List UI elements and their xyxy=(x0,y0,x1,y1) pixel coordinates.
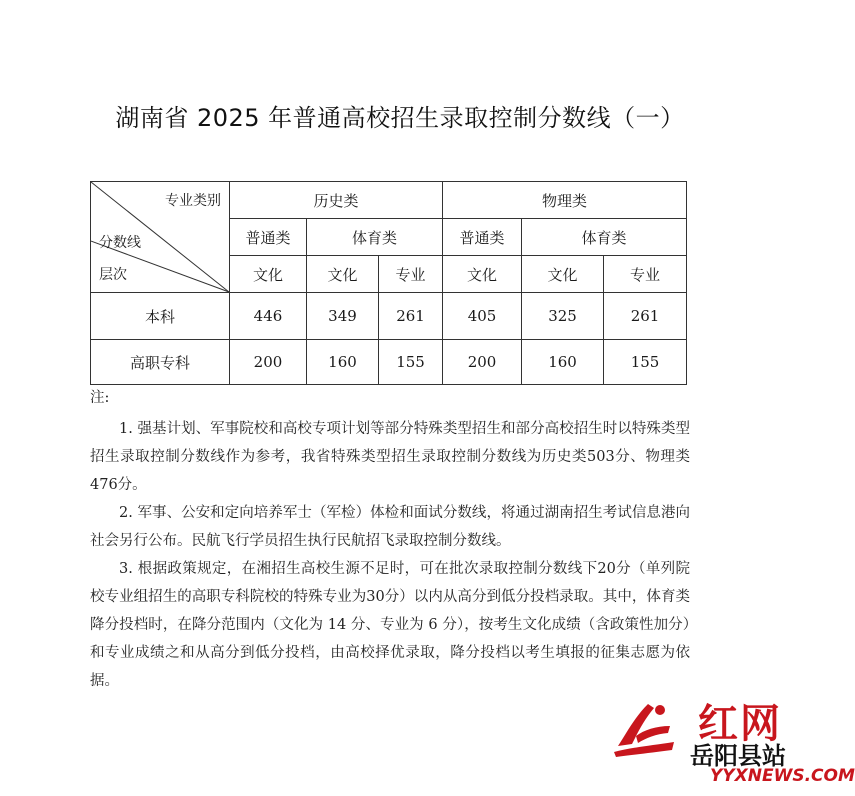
score-table xyxy=(90,181,687,385)
row-level-label: 高职专科 xyxy=(91,340,230,385)
score-cell: 405 xyxy=(443,293,522,340)
subgroup-history-general: 普通类 xyxy=(230,219,307,256)
header-row-groups xyxy=(91,182,687,219)
note-item-2: 2. 军事、公安和定向培养军士（军检）体检和面试分数线，将通过湖南招生考试信息港向社会另行公布。民航飞行学员招生执行民航招飞录取控制分数线。 xyxy=(90,505,690,549)
subgroup-physics-sports: 体育类 xyxy=(522,219,687,256)
score-cell: 200 xyxy=(443,340,522,385)
score-cell: 160 xyxy=(522,340,604,385)
subject-cell: 文化 xyxy=(443,256,522,293)
subject-cell: 专业 xyxy=(379,256,443,293)
watermark-brand-name: 红网 xyxy=(698,701,782,747)
corner-score-label: 分数线 xyxy=(99,235,141,251)
score-cell: 349 xyxy=(307,293,379,340)
subgroup-history-sports: 体育类 xyxy=(307,219,443,256)
subgroup-physics-general: 普通类 xyxy=(443,219,522,256)
score-cell: 200 xyxy=(230,340,307,385)
row-level-label: 本科 xyxy=(91,293,230,340)
table-row-vocational xyxy=(91,340,687,385)
corner-level-label: 层次 xyxy=(99,267,127,283)
watermark-url: YYXNEWS.COM xyxy=(710,766,855,786)
note-item-1: 1. 强基计划、军事院校和高校专项计划等部分特殊类型招生和部分高校招生时以特殊类型招生录取控制分数线作为参考，我省特殊类型招生录取控制分数线为历史类503分、物理类476分。 xyxy=(90,421,690,493)
subject-cell: 专业 xyxy=(604,256,687,293)
score-cell: 160 xyxy=(307,340,379,385)
score-cell: 155 xyxy=(379,340,443,385)
table-row-undergraduate xyxy=(91,293,687,340)
notes-heading: 注: xyxy=(90,390,110,406)
score-cell: 261 xyxy=(379,293,443,340)
site-watermark xyxy=(600,692,855,796)
group-history: 历史类 xyxy=(230,182,443,219)
document-title: 湖南省 2025 年普通高校招生录取控制分数线（一） xyxy=(115,104,685,132)
group-physics: 物理类 xyxy=(443,182,687,219)
subject-cell: 文化 xyxy=(522,256,604,293)
red-brush-logo-icon xyxy=(608,696,678,758)
score-cell: 325 xyxy=(522,293,604,340)
score-cell: 155 xyxy=(604,340,687,385)
corner-cell xyxy=(91,182,230,293)
notes-section xyxy=(90,384,690,695)
score-cell: 446 xyxy=(230,293,307,340)
subject-cell: 文化 xyxy=(307,256,379,293)
subject-cell: 文化 xyxy=(230,256,307,293)
note-item-3: 3. 根据政策规定，在湘招生高校生源不足时，可在批次录取控制分数线下20分（单列院校专业组招生的高职专科院校的特殊专业为30分）以内从高分到低分投档录取。其中，体育类降分投档时，在降分范围内（文化为 14 分、专业为 6 分），按考生文化成绩（含政策性加分）和专业成绩之和从高分到低分投档，由高校择优录取，降分投档以考生填报的征集志愿为依据。 xyxy=(90,561,690,689)
corner-major-label: 专业类别 xyxy=(165,193,221,209)
watermark-station: 岳阳县站 xyxy=(690,742,786,770)
score-cell: 261 xyxy=(604,293,687,340)
